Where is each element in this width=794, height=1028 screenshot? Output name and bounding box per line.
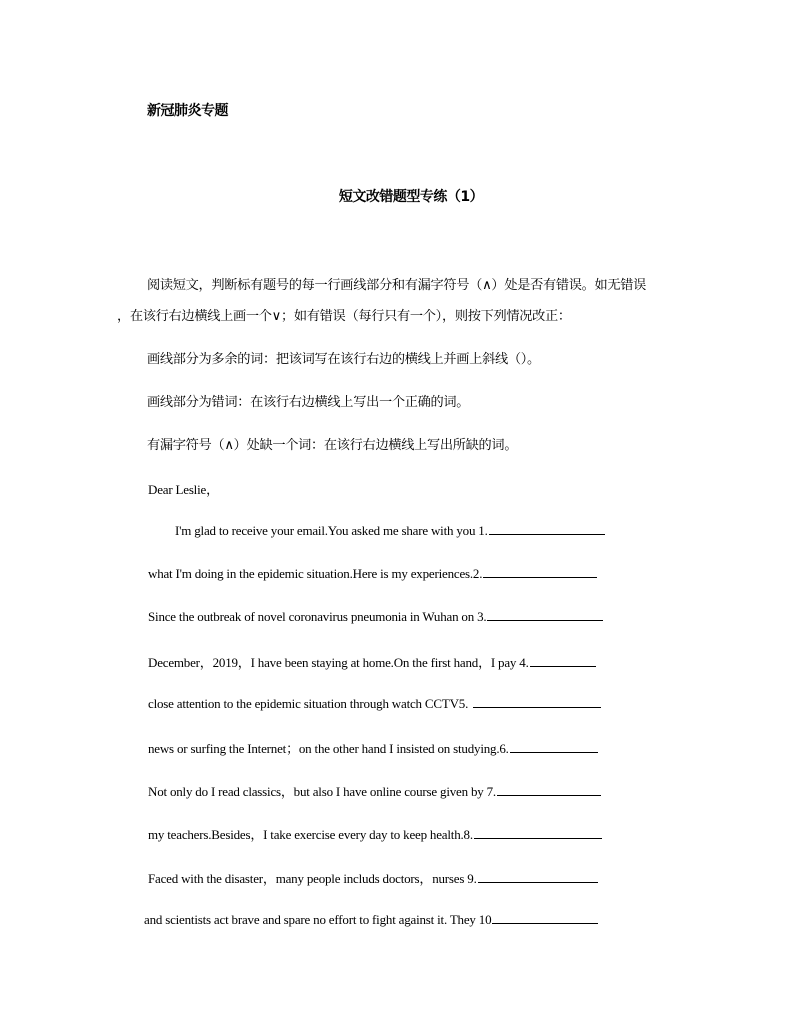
answer-blank-1[interactable]	[489, 522, 605, 535]
answer-blank-4[interactable]	[530, 654, 596, 667]
rule-wrong-word: 画线部分为错词：在该行右边横线上写出一个正确的词。	[147, 395, 470, 410]
passage-text: what I'm doing in the epidemic situation.Here is my experiences.2.	[148, 566, 483, 581]
instruction-line-1: 阅读短文，判断标有题号的每一行画线部分和有漏字符号（∧）处是否有错误。如无错误	[147, 278, 647, 293]
answer-blank-8[interactable]	[474, 826, 602, 839]
passage-text: Since the outbreak of novel coronavirus pneumonia in Wuhan on 3.	[148, 609, 487, 624]
passage-text: Not only do I read classics，but also I have online course given by 7.	[148, 784, 496, 799]
answer-blank-7[interactable]	[497, 783, 601, 796]
exercise-title: 短文改错题型专练（1）	[338, 189, 484, 205]
topic-header: 新冠肺炎专题	[147, 103, 228, 119]
passage-text: I'm glad to receive your email.You asked me share with you 1.	[175, 523, 488, 538]
rule-missing-word: 有漏字符号（∧）处缺一个词：在该行右边横线上写出所缺的词。	[147, 438, 518, 453]
answer-blank-2[interactable]	[483, 565, 597, 578]
passage-line-8	[148, 824, 602, 843]
instruction-line-2: ，在该行右边横线上画一个∨；如有错误（每行只有一个），则按下列情况改正：	[117, 309, 571, 324]
passage-line-2	[148, 565, 597, 582]
passage-text: December，2019，I have been staying at home.On the first hand，I pay 4.	[148, 655, 529, 670]
passage-line-6	[148, 738, 598, 757]
passage-line-7	[148, 781, 601, 800]
rule-redundant-word: 画线部分为多余的词：把该词写在该行右边的横线上并画上斜线（）。	[147, 352, 540, 367]
salutation: Dear Leslie，	[148, 482, 219, 497]
passage-line-4	[148, 652, 596, 671]
passage-text: Faced with the disaster，many people includs doctors，nurses 9.	[148, 871, 477, 886]
passage-line-5	[148, 695, 601, 712]
passage-line-1	[175, 522, 605, 539]
answer-blank-6[interactable]	[510, 740, 598, 753]
answer-blank-5[interactable]	[473, 695, 601, 708]
passage-text: my teachers.Besides，I take exercise every day to keep health.8.	[148, 827, 473, 842]
passage-line-3	[148, 608, 603, 625]
passage-text: news or surfing the Internet；on the other hand I insisted on studying.6.	[148, 741, 509, 756]
answer-blank-10[interactable]	[492, 911, 598, 924]
passage-line-10	[144, 911, 598, 928]
answer-blank-3[interactable]	[487, 608, 603, 621]
passage-line-9	[148, 868, 598, 887]
answer-blank-9[interactable]	[478, 870, 598, 883]
passage-text: and scientists act brave and spare no effort to fight against it. They 10	[144, 912, 492, 927]
passage-text: close attention to the epidemic situation through watch CCTV5.	[148, 696, 469, 711]
